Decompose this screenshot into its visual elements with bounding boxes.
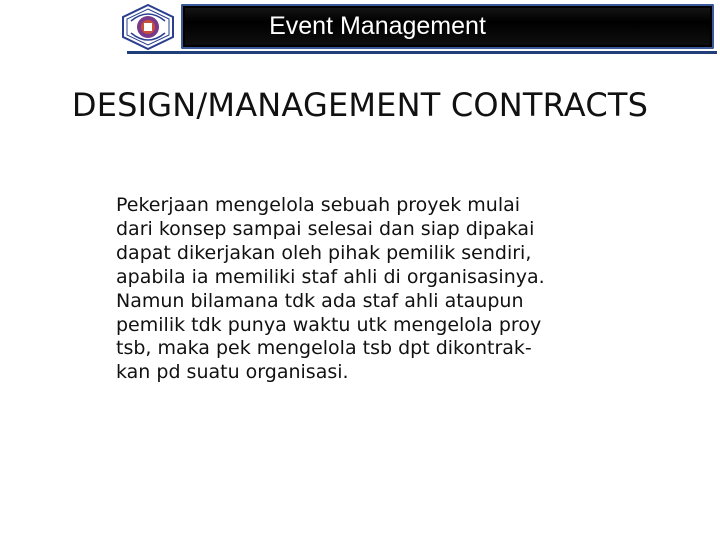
body-line: Pekerjaan mengelola sebuah proyek mulai	[116, 194, 521, 216]
university-seal-icon	[121, 3, 175, 51]
body-line: dari konsep sampai selesai dan siap dipakai	[116, 217, 535, 240]
header-title: Event Management	[269, 12, 486, 40]
body-line: dapat dikerjakan oleh pihak pemilik sendiri,	[116, 241, 532, 264]
body-line: Namun bilamana tdk ada staf ahli ataupun	[116, 289, 524, 312]
header-bar	[181, 4, 714, 49]
slide-title: DESIGN/MANAGEMENT CONTRACTS	[71, 86, 649, 124]
body-line: tsb, maka pek mengelola tsb dpt dikontrak-	[116, 337, 532, 360]
body-line: apabila ia memiliki staf ahli di organisasinya.	[116, 265, 545, 288]
body-line: pemilik tdk punya waktu utk mengelola proy	[116, 313, 542, 336]
body-line: kan pd suatu organisasi.	[116, 361, 349, 384]
slide-body	[116, 194, 636, 385]
header-divider	[127, 51, 717, 54]
